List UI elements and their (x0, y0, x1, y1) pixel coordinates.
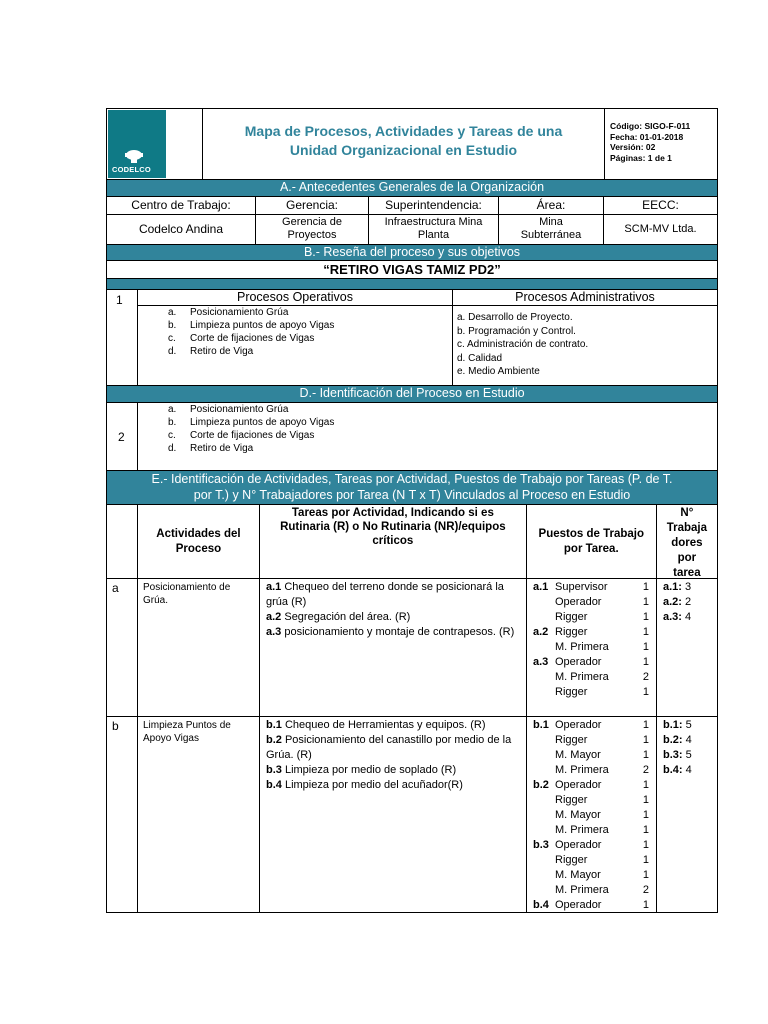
value-centro: Codelco Andina (107, 215, 256, 244)
post-item: M. Primera 1 (555, 641, 649, 653)
list-item: c. Corte de fijaciones de Vigas (168, 430, 315, 441)
list-item: d. Retiro de Viga (168, 346, 254, 357)
codelco-logo (108, 110, 166, 178)
section-e-header (106, 505, 718, 579)
task-list (260, 717, 527, 912)
section-d-title: D.- Identificación del Proceso en Estudio (106, 386, 718, 403)
section-c-num: 1 (107, 290, 138, 385)
task-item: b.2 Posicionamiento del canastillo por medio de la Grúa. (R) (266, 734, 512, 761)
value-superintendencia: Infraestructura Mina Planta (369, 215, 499, 244)
list-item: b. Limpieza puntos de apoyo Vigas (168, 320, 335, 331)
post-item: M. Mayor 1 (555, 809, 649, 821)
section-d-num: 2 (107, 403, 138, 470)
adm-process-col (453, 290, 717, 385)
task-item: a.3 posicionamiento y montaje de contrapesos. (R) (266, 626, 515, 638)
post-item: Rigger 1 (555, 794, 649, 806)
activity-name: Limpieza Puntos de Apoyo Vigas (138, 717, 260, 912)
project-name: “RETIRO VIGAS TAMIZ PD2” (323, 262, 501, 277)
list-item: d. Calidad (457, 352, 503, 364)
section-a-values (106, 215, 718, 245)
op-process-header: Procesos Operativos (138, 290, 452, 306)
col-tasks: Tareas por Actividad, Indicando si es Rutinaria (R) o No Rutinaria (NR)/equipos críticos (260, 505, 527, 578)
worker-item: b.3: 5 (663, 749, 692, 761)
post-item: Rigger 1 (555, 734, 649, 746)
post-item: Operador 1 (555, 596, 649, 608)
doc-date: Fecha: 01-01-2018 (610, 131, 684, 142)
section-e-title-line2: por T.) y N° Trabajadores por Tarea (N T x T) Vinculados al Proceso en Estudio (193, 488, 631, 502)
list-item: a. Posicionamiento Grúa (168, 404, 289, 415)
list-item: c. Corte de fijaciones de Vigas (168, 333, 315, 344)
value-gerencia: Gerencia de Proyectos (256, 215, 369, 244)
spacer-col (107, 505, 138, 578)
doc-meta (605, 109, 717, 179)
col-workers: N° Trabaja dores por tarea (666, 507, 708, 579)
worker-list (657, 579, 717, 716)
worker-item: a.3: 4 (663, 611, 692, 623)
op-process-col (138, 290, 453, 385)
list-item: a. Posicionamiento Grúa (168, 307, 289, 318)
activity-name: Posicionamiento de Grúa. (138, 579, 260, 716)
row-letter: a (107, 579, 138, 716)
header-gerencia: Gerencia: (256, 197, 369, 214)
task-item: a.1 Chequeo del terreno donde se posicionará la grúa (R) (266, 581, 504, 608)
post-item: b.2 Operador 1 (533, 779, 649, 791)
value-area: Mina Subterránea (499, 215, 604, 244)
post-item: M. Primera 1 (555, 824, 649, 836)
section-a-headers (106, 197, 718, 215)
post-item: Rigger 1 (555, 611, 649, 623)
post-item: M. Mayor 1 (555, 869, 649, 881)
header-area: Área: (499, 197, 604, 214)
task-item: b.1 Chequeo de Herramientas y equipos. (R) (266, 719, 486, 731)
worker-item: a.1: 3 (663, 581, 692, 593)
table-row (106, 717, 718, 913)
post-item: M. Primera 2 (555, 884, 649, 896)
task-item: b.4 Limpieza por medio del acuñador(R) (266, 779, 463, 791)
section-c (106, 290, 718, 386)
post-item: b.4 Operador 1 (533, 899, 649, 911)
study-process-list (138, 403, 717, 455)
task-list (260, 579, 527, 716)
value-eecc: SCM-MV Ltda. (624, 223, 697, 235)
section-d (106, 403, 718, 471)
post-item: M. Primera 2 (555, 764, 649, 776)
row-letter: b (107, 717, 138, 912)
adm-process-header: Procesos Administrativos (453, 290, 717, 306)
section-b-title: B.- Reseña del proceso y sus objetivos (106, 245, 718, 261)
header-centro: Centro de Trabajo: (107, 197, 256, 214)
list-item: b. Programación y Control. (457, 325, 576, 337)
post-list (527, 579, 657, 716)
post-item: Rigger 1 (555, 686, 649, 698)
post-item: Rigger 1 (555, 854, 649, 866)
worker-item: b.1: 5 (663, 719, 692, 731)
post-item: a.2 Rigger 1 (533, 626, 649, 638)
post-item: M. Primera 2 (555, 671, 649, 683)
doc-code: Código: SIGO-F-011 (610, 121, 691, 131)
project-name-row (106, 261, 718, 279)
header-eecc: EECC: (642, 198, 679, 212)
worker-list (657, 717, 717, 912)
col-posts: Puestos de Trabajo por Tarea. (527, 505, 657, 578)
op-process-list (138, 306, 452, 358)
header-row (106, 108, 718, 180)
worker-item: b.4: 4 (663, 764, 692, 776)
logo-text: CODELCO (112, 165, 151, 174)
section-a-title: A.- Antecedentes Generales de la Organización (106, 180, 718, 197)
task-item: b.3 Limpieza por medio de soplado (R) (266, 764, 457, 776)
header-superintendencia: Superintendencia: (369, 197, 499, 214)
worker-item: b.2: 4 (663, 734, 692, 746)
doc-pages: Páginas: 1 de 1 (610, 152, 672, 163)
list-item: d. Retiro de Viga (168, 443, 254, 454)
doc-title: Mapa de Procesos, Actividades y Tareas de una Unidad Organizacional en Estudio (203, 109, 605, 179)
table-row (106, 579, 718, 717)
list-item: b. Limpieza puntos de apoyo Vigas (168, 417, 335, 428)
adm-process-list (453, 306, 717, 379)
document (106, 108, 718, 913)
task-item: a.2 Segregación del área. (R) (266, 611, 411, 623)
section-e-title-line1: E.- Identificación de Actividades, Tareas por Actividad, Puestos de Trabajo por Tareas (P. de T. (151, 472, 673, 486)
post-item: b.1 Operador 1 (533, 719, 649, 731)
post-item: a.3 Operador 1 (533, 656, 649, 668)
worker-item: a.2: 2 (663, 596, 692, 608)
list-item: a. Desarrollo de Proyecto. (457, 312, 573, 323)
doc-version: Versión: 02 (610, 142, 656, 152)
post-item: b.3 Operador 1 (533, 839, 649, 851)
section-c-spacer (106, 279, 718, 290)
col-activity: Actividades del Proceso (138, 505, 260, 578)
list-item: e. Medio Ambiente (457, 366, 540, 377)
post-item: a.1 Supervisor 1 (533, 581, 649, 593)
logo-cell (107, 109, 203, 179)
list-item: c. Administración de contrato. (457, 339, 589, 350)
post-item: M. Mayor 1 (555, 749, 649, 761)
study-process-list-cell (138, 403, 717, 470)
section-e-title (106, 471, 718, 505)
post-list (527, 717, 657, 912)
